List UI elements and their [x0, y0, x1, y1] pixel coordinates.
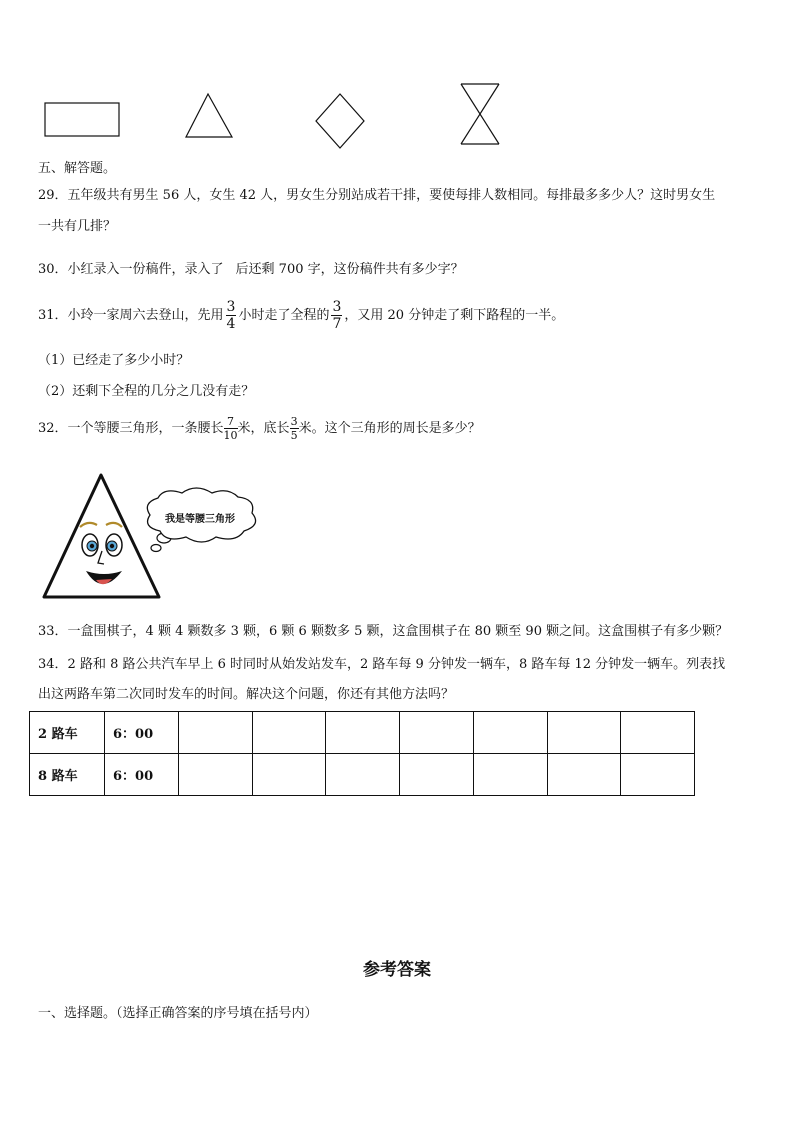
q31-fraction-3-7: [331, 300, 342, 331]
empty-cell[interactable]: [621, 754, 695, 796]
bus-schedule-table: [29, 711, 695, 796]
q32-text: [38, 412, 481, 446]
empty-cell[interactable]: [400, 712, 474, 754]
q32-fraction-3-5: [290, 416, 299, 441]
empty-cell[interactable]: [252, 712, 326, 754]
q31-part3: ，又用 20 分钟走了剩下路程的一半。: [344, 308, 565, 323]
empty-cell[interactable]: [179, 712, 253, 754]
empty-cell[interactable]: [473, 712, 547, 754]
q32-frac2-num: 3: [290, 415, 298, 428]
shapes-figure: [0, 80, 794, 150]
q32-part3: 米。这个三角形的周长是多少？: [298, 421, 481, 436]
empty-cell[interactable]: [547, 754, 621, 796]
empty-cell[interactable]: [252, 754, 326, 796]
hourglass-shape: [461, 84, 499, 144]
thought-bubble-text: 我是等腰三角形: [165, 514, 235, 525]
empty-cell[interactable]: [179, 754, 253, 796]
q34-line1: 34．2 路和 8 路公共汽车早上 6 时同时从始发站发车，2 路车每 9 分钟发一辆车，8 路车每 12 分钟发一辆车。列表找: [38, 657, 726, 672]
empty-cell[interactable]: [547, 712, 621, 754]
table-row: [30, 754, 695, 796]
answers-section-1: 一、选择题。（选择正确答案的序号填在括号内）: [38, 1006, 318, 1021]
q30-part1: 30．小红录入一份稿件，录入了: [38, 262, 224, 277]
q32-frac1-den: 10: [223, 429, 238, 442]
thought-dot-small: [151, 545, 161, 552]
right-pupil: [110, 544, 114, 548]
row-time-bus-2: 6：00: [105, 712, 179, 754]
q31-part2: 小时走了全程的: [238, 308, 330, 323]
q29-line2: 一共有几排？: [38, 219, 117, 234]
rectangle-shape: [45, 103, 119, 136]
empty-cell[interactable]: [326, 754, 400, 796]
q31-text: [38, 296, 564, 336]
q32-part2: 米，底长: [237, 421, 290, 436]
q30-part2: 后还剩 700 字，这份稿件共有多少字？: [235, 262, 464, 277]
q29-line1: 29．五年级共有男生 56 人，女生 42 人，男女生分别站成若干排，要使每排人数相同。每排最多多少人？这时男女生: [38, 188, 716, 203]
section-5-title: 五、解答题。: [38, 161, 117, 176]
row-time-bus-8: 6：00: [105, 754, 179, 796]
q31-frac2-num: 3: [332, 299, 342, 315]
q33-text: 33．一盒围棋子，4 颗 4 颗数多 3 颗，6 颗 6 颗数多 5 颗，这盒围棋子在 80 颗至 90 颗之间。这盒围棋子有多少颗？: [38, 624, 729, 639]
table-row: [30, 712, 695, 754]
row-label-bus-2: 2 路车: [30, 712, 105, 754]
q31-sub2: （2）还剩下全程的几分之几没有走？: [38, 384, 255, 399]
q31-part1: 31．小玲一家周六去登山，先用: [38, 308, 224, 323]
q31-frac2-den: 7: [332, 316, 342, 332]
nose: [98, 551, 104, 564]
q31-frac1-num: 3: [226, 299, 236, 315]
q34-line2: 出这两路车第二次同时发车的时间。解决这个问题，你还有其他方法吗？: [38, 687, 455, 702]
q30-text: [38, 261, 464, 279]
empty-cell[interactable]: [400, 754, 474, 796]
empty-cell[interactable]: [326, 712, 400, 754]
answers-title: 参考答案: [363, 960, 431, 980]
q32-frac1-num: 7: [224, 416, 238, 429]
q32-frac2-den: 5: [290, 429, 298, 442]
q31-sub1: （1）已经走了多少小时？: [38, 353, 190, 368]
empty-cell[interactable]: [621, 712, 695, 754]
q31-frac1-den: 4: [226, 316, 236, 332]
row-label-bus-8: 8 路车: [30, 754, 105, 796]
rhombus-shape: [316, 94, 364, 148]
q31-fraction-3-4: [226, 300, 237, 331]
isosceles-triangle-illustration: [0, 465, 300, 605]
right-eyebrow: [106, 523, 122, 527]
empty-cell[interactable]: [473, 754, 547, 796]
left-eyebrow: [80, 523, 97, 527]
q32-fraction-7-10: [224, 416, 238, 441]
triangle-shape: [186, 94, 232, 137]
q32-part1: 32．一个等腰三角形，一条腰长: [38, 421, 224, 436]
left-pupil: [90, 544, 94, 548]
